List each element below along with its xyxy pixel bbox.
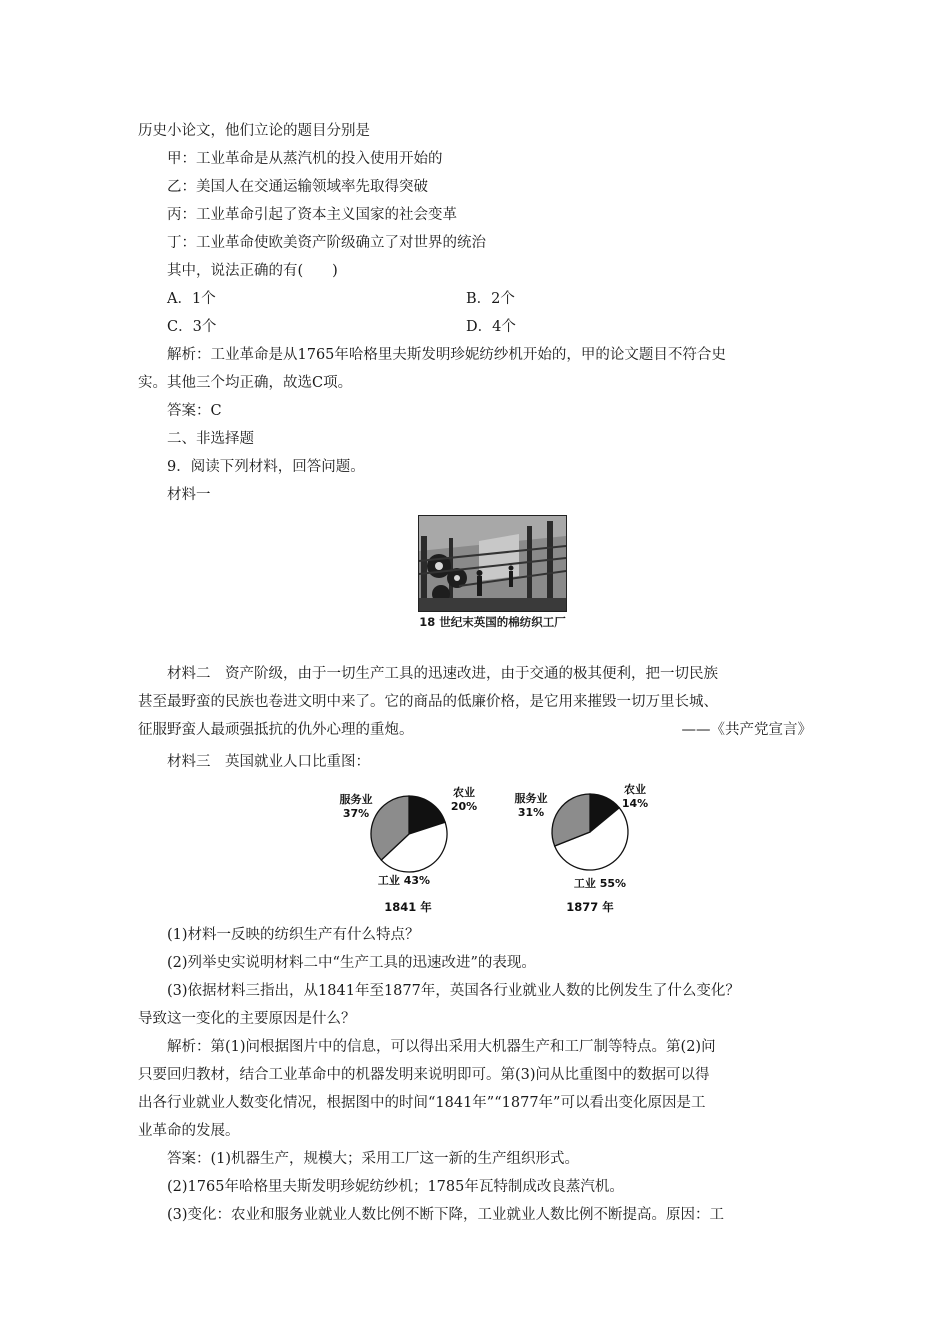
employment-pie-charts [0, 780, 950, 930]
pie-label-1-2-0: 服务业 [514, 792, 548, 805]
q8-item-yi: 乙：美国人在交通运输领域率先取得突破 [167, 179, 428, 195]
image-caption: 18 世纪末英国的棉纺织工厂 [419, 615, 566, 629]
material2-source: ——《共产党宣言》 [681, 722, 812, 738]
material2-line-1: 材料二 资产阶级，由于一切生产工具的迅速改进，由于交通的极其便利，把一切民族 [167, 666, 718, 682]
q8-option-a: A．1个 [167, 291, 216, 307]
pie-label-0-2-1: 37% [342, 807, 370, 820]
q9-material1-label: 材料一 [167, 487, 211, 503]
q8-analysis-line-2: 实。其他三个均正确，故选C项。 [138, 375, 353, 391]
q8-answer: 答案：C [167, 403, 222, 419]
q8-option-b: B．2个 [466, 291, 515, 307]
q9-analysis-line-1: 解析：第(1)问根据图片中的信息，可以得出采用大机器生产和工厂制等特点。第(2)问 [167, 1039, 716, 1055]
pie-label-0-2-0: 服务业 [339, 793, 373, 806]
q9-answer-line-3: (3)变化：农业和服务业就业人数比例不断下降，工业就业人数比例不断提高。原因：工 [167, 1207, 725, 1223]
material3-label: 材料三 英国就业人口比重图： [167, 754, 370, 770]
q8-item-jia: 甲：工业革命是从蒸汽机的投入使用开始的 [167, 151, 443, 167]
q9-answer-line-1: 答案：(1)机器生产，规模大；采用工厂这一新的生产组织形式。 [167, 1151, 580, 1167]
q8-option-c: C．3个 [167, 319, 217, 335]
pie-label-0-1-0: 工业 43% [377, 874, 431, 887]
material2-line-3: 征服野蛮人最顽强抵抗的仇外心理的重炮。 [138, 722, 414, 738]
q9-question-3: (3)依据材料三指出，从1841年至1877年，英国各行业就业人数的比例发生了什么变化？ [167, 983, 740, 999]
section-title: 二、非选择题 [167, 431, 254, 447]
q8-item-ding: 丁：工业革命使欧美资产阶级确立了对世界的统治 [167, 235, 486, 251]
q8-item-bing: 丙：工业革命引起了资本主义国家的社会变革 [167, 207, 457, 223]
q9-analysis-line-3: 出各行业就业人数变化情况，根据图中的时间“1841年”“1877年”可以看出变化原因是工 [138, 1095, 706, 1111]
q9-stem: 9．阅读下列材料，回答问题。 [167, 459, 365, 475]
pie-label-1-2-1: 31% [517, 806, 545, 819]
pie-year-1: 1877 年 [566, 900, 614, 914]
q9-analysis-line-2: 只要回归教材，结合工业革命中的机器发明来说明即可。第(3)问从比重图中的数据可以得 [138, 1067, 710, 1083]
q8-stem: 历史小论文，他们立论的题目分别是 [138, 123, 370, 139]
pie-label-0-0-0: 农业 [453, 786, 475, 799]
pie-year-0: 1841 年 [384, 900, 432, 914]
cotton-factory-image [418, 515, 567, 612]
material2-line-2: 甚至最野蛮的民族也卷进文明中来了。它的商品的低廉价格，是它用来摧毁一切万里长城、 [138, 694, 718, 710]
q9-answer-line-2: (2)1765年哈格里夫斯发明珍妮纺纱机；1785年瓦特制成改良蒸汽机。 [167, 1179, 624, 1195]
pie-label-1-0-0: 农业 [624, 783, 646, 796]
q9-question-2: (2)列举史实说明材料二中“生产工具的迅速改进”的表现。 [167, 955, 536, 971]
q9-analysis-line-4: 业革命的发展。 [138, 1123, 240, 1139]
q9-question-3-cont: 导致这一变化的主要原因是什么？ [138, 1011, 356, 1027]
pie-label-1-1-0: 工业 55% [573, 877, 627, 890]
q9-question-1: (1)材料一反映的纺织生产有什么特点？ [167, 927, 420, 943]
q8-option-d: D．4个 [466, 319, 516, 335]
q8-prompt: 其中，说法正确的有( ) [167, 263, 338, 279]
pie-label-0-0-1: 20% [450, 800, 478, 813]
pie-label-1-0-1: 14% [621, 797, 649, 810]
q8-analysis-line-1: 解析：工业革命是从1765年哈格里夫斯发明珍妮纺纱机开始的，甲的论文题目不符合史 [167, 347, 726, 363]
